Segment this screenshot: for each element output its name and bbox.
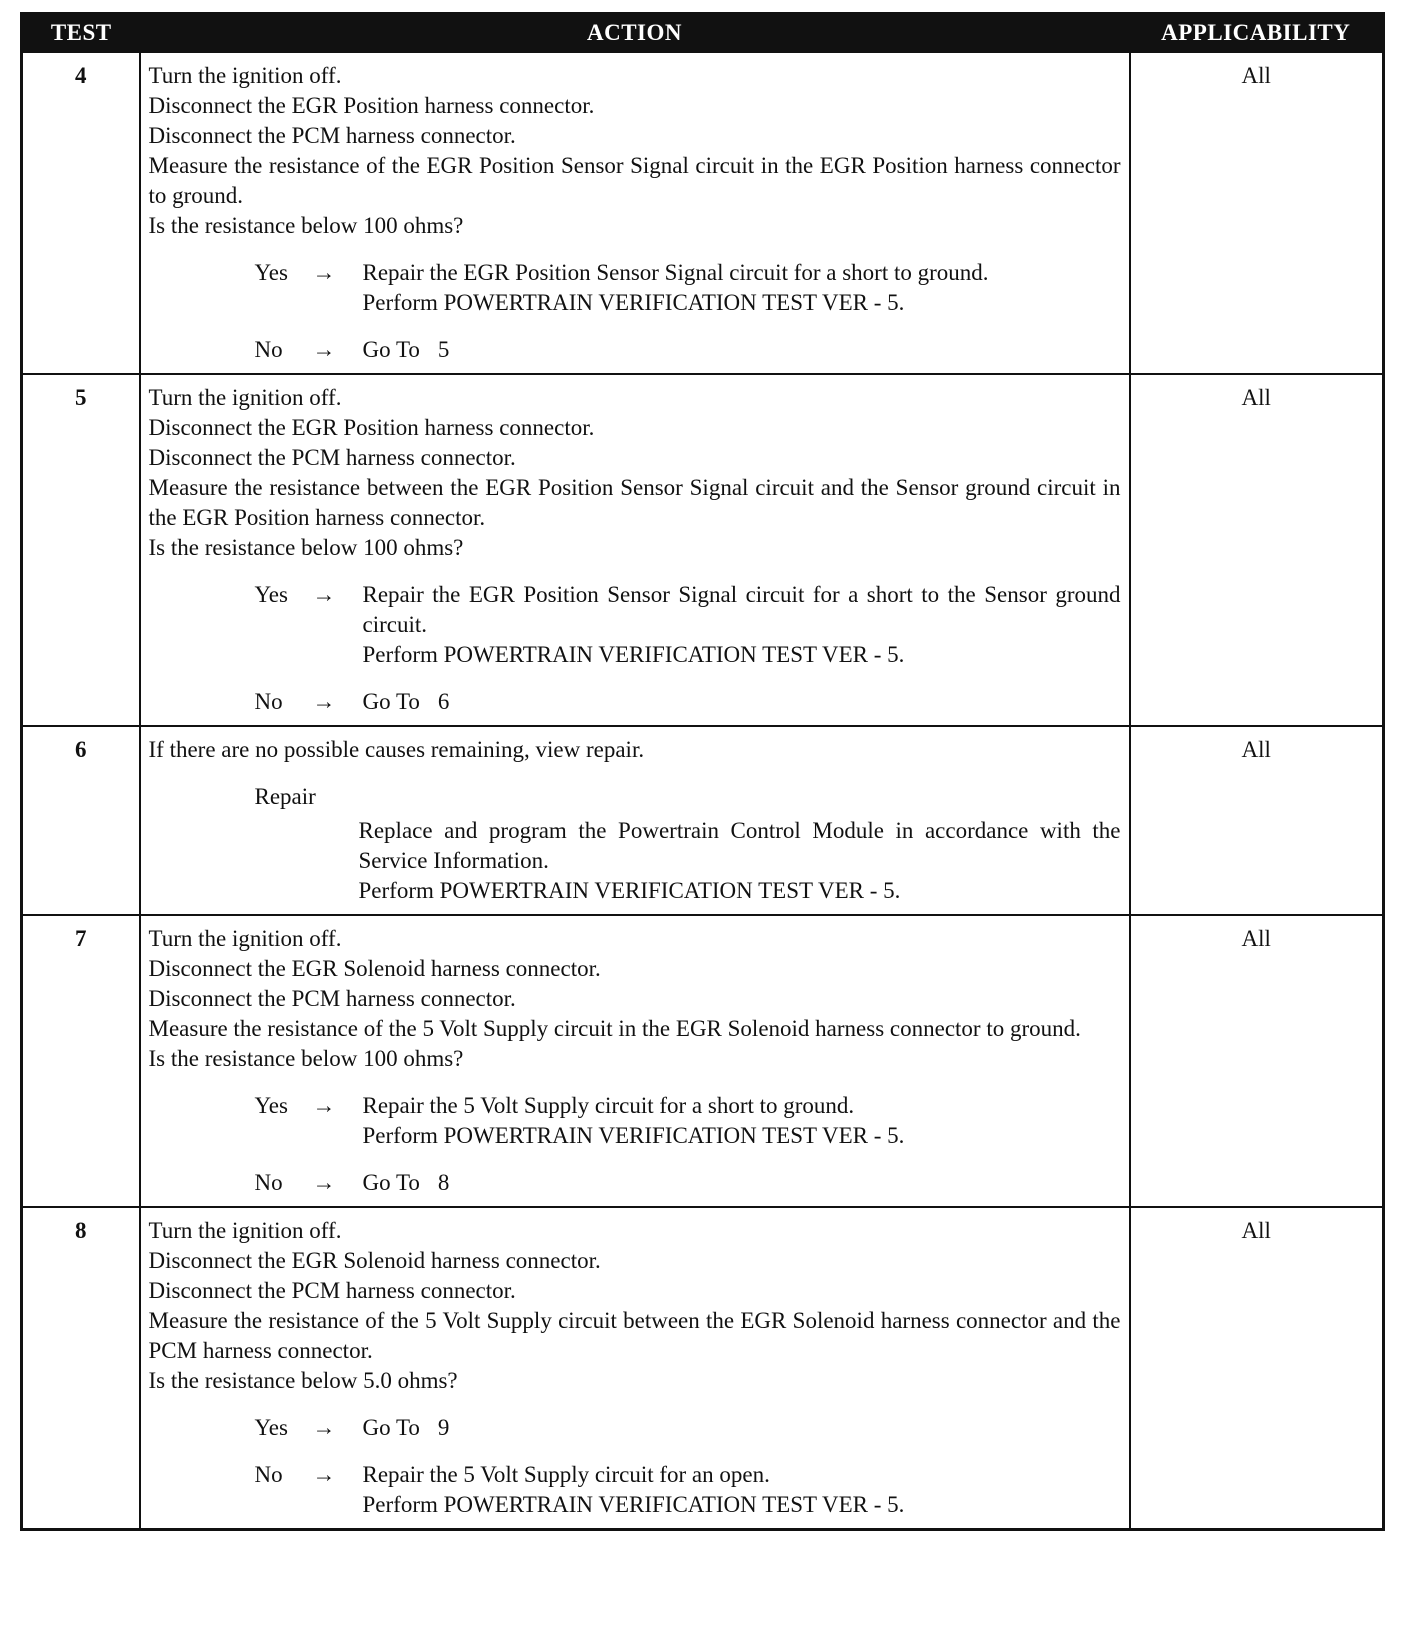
answer-yes	[255, 1091, 1121, 1151]
answer-no	[255, 1168, 1121, 1198]
goto-text: Go To	[362, 689, 420, 714]
action-step: Disconnect the PCM harness connector.	[148, 1278, 516, 1303]
applicability-value: All	[1130, 726, 1384, 915]
answer-list	[149, 258, 1121, 365]
action-step: Is the resistance below 5.0 ohms?	[148, 1368, 458, 1393]
table-row	[22, 915, 1384, 1207]
answer-label: Yes	[254, 582, 288, 607]
goto-text: Go To	[362, 337, 420, 362]
answer-body	[363, 580, 1121, 670]
goto-test-number: 9	[437, 1415, 450, 1440]
repair-block	[149, 782, 1121, 906]
action-step: Measure the resistance of the 5 Volt Supply circuit between the EGR Solenoid harness connector and the PCM harness connector.	[148, 1308, 1121, 1363]
repair-label: Repair	[254, 784, 316, 809]
goto-link[interactable]	[363, 1168, 1121, 1198]
arrow-right-icon: →	[312, 582, 336, 607]
answer-instruction: Perform POWERTRAIN VERIFICATION TEST VER - 5.	[362, 1123, 905, 1148]
answer-body	[363, 258, 1121, 318]
answer-no	[255, 335, 1121, 365]
goto-link[interactable]	[363, 1413, 1121, 1443]
answer-label: No	[254, 689, 283, 714]
repair-instructions	[359, 816, 1121, 906]
arrow-right-icon: →	[312, 1462, 336, 1487]
action-cell	[140, 1207, 1130, 1530]
action-step: Disconnect the EGR Solenoid harness connector.	[148, 1248, 601, 1273]
answer-instruction: Perform POWERTRAIN VERIFICATION TEST VER - 5.	[362, 642, 905, 667]
answer-body	[363, 1168, 1121, 1198]
answer-body	[363, 335, 1121, 365]
arrow-right-icon: →	[312, 1170, 336, 1195]
table-header-row	[22, 14, 1384, 53]
arrow-right-icon: →	[312, 337, 336, 362]
diagnostic-test-table	[20, 12, 1385, 1531]
answer-yes	[255, 580, 1121, 670]
arrow-right-icon: →	[312, 1093, 336, 1118]
repair-instruction: Replace and program the Powertrain Control Module in accordance with the Service Information.	[358, 818, 1121, 873]
arrow-right-icon: →	[312, 260, 336, 285]
goto-text: Go To	[362, 1415, 420, 1440]
answer-body	[363, 687, 1121, 717]
test-number: 4	[22, 52, 140, 374]
answer-instruction: Repair the EGR Position Sensor Signal circuit for a short to ground.	[362, 260, 989, 285]
answer-instruction: Repair the 5 Volt Supply circuit for a short to ground.	[362, 1093, 855, 1118]
table-row	[22, 374, 1384, 726]
header-applicability: APPLICABILITY	[1130, 14, 1384, 53]
goto-test-number: 8	[437, 1170, 450, 1195]
answer-list	[149, 580, 1121, 717]
table-body	[22, 52, 1384, 1530]
answer-yes	[255, 258, 1121, 318]
answer-body	[363, 1091, 1121, 1151]
answer-label: No	[254, 337, 283, 362]
goto-text: Go To	[362, 1170, 420, 1195]
action-step: Turn the ignition off.	[148, 63, 342, 88]
goto-test-number: 5	[437, 337, 450, 362]
action-step: Is the resistance below 100 ohms?	[148, 1046, 464, 1071]
action-cell	[140, 374, 1130, 726]
test-number: 8	[22, 1207, 140, 1530]
answer-no	[255, 1460, 1121, 1520]
answer-label: Yes	[254, 1415, 288, 1440]
applicability-value: All	[1130, 1207, 1384, 1530]
applicability-value: All	[1130, 52, 1384, 374]
answer-label: No	[254, 1462, 283, 1487]
applicability-value: All	[1130, 374, 1384, 726]
action-step: If there are no possible causes remaining, view repair.	[148, 737, 645, 762]
goto-link[interactable]	[363, 687, 1121, 717]
action-step: Disconnect the EGR Position harness connector.	[148, 93, 595, 118]
answer-label: Yes	[254, 260, 288, 285]
action-step: Measure the resistance of the EGR Position Sensor Signal circuit in the EGR Position harness connector to ground.	[148, 153, 1121, 208]
action-step: Measure the resistance of the 5 Volt Supply circuit in the EGR Solenoid harness connector to ground.	[148, 1016, 1081, 1041]
answer-yes	[255, 1413, 1121, 1443]
test-number: 6	[22, 726, 140, 915]
action-step: Is the resistance below 100 ohms?	[148, 535, 464, 560]
action-step: Turn the ignition off.	[148, 926, 342, 951]
repair-instruction: Perform POWERTRAIN VERIFICATION TEST VER - 5.	[358, 878, 901, 903]
header-test: TEST	[22, 14, 140, 53]
diagnostic-document	[20, 12, 1382, 1531]
action-step: Disconnect the PCM harness connector.	[148, 123, 516, 148]
action-cell	[140, 52, 1130, 374]
test-number: 7	[22, 915, 140, 1207]
action-step: Disconnect the PCM harness connector.	[148, 986, 516, 1011]
applicability-value: All	[1130, 915, 1384, 1207]
test-number: 5	[22, 374, 140, 726]
action-cell	[140, 915, 1130, 1207]
arrow-right-icon: →	[312, 689, 336, 714]
action-step: Disconnect the PCM harness connector.	[148, 445, 516, 470]
action-step: Disconnect the EGR Position harness connector.	[148, 415, 595, 440]
action-cell	[140, 726, 1130, 915]
answer-instruction: Perform POWERTRAIN VERIFICATION TEST VER - 5.	[362, 1492, 905, 1517]
answer-no	[255, 687, 1121, 717]
action-step: Disconnect the EGR Solenoid harness connector.	[148, 956, 601, 981]
answer-label: No	[254, 1170, 283, 1195]
answer-label: Yes	[254, 1093, 288, 1118]
goto-link[interactable]	[363, 335, 1121, 365]
answer-body	[363, 1413, 1121, 1443]
table-row	[22, 52, 1384, 374]
table-row	[22, 726, 1384, 915]
answer-list	[149, 1413, 1121, 1520]
action-step: Turn the ignition off.	[148, 1218, 342, 1243]
action-step: Is the resistance below 100 ohms?	[148, 213, 464, 238]
answer-body	[363, 1460, 1121, 1520]
table-row	[22, 1207, 1384, 1530]
header-action: ACTION	[140, 14, 1130, 53]
action-step: Measure the resistance between the EGR Position Sensor Signal circuit and the Sensor ground circuit in the EGR Position harness connector.	[148, 475, 1121, 530]
answer-instruction: Repair the 5 Volt Supply circuit for an open.	[362, 1462, 770, 1487]
goto-test-number: 6	[437, 689, 450, 714]
answer-instruction: Repair the EGR Position Sensor Signal circuit for a short to the Sensor ground circuit.	[362, 582, 1121, 637]
answer-list	[149, 1091, 1121, 1198]
action-step: Turn the ignition off.	[148, 385, 342, 410]
arrow-right-icon: →	[312, 1415, 336, 1440]
answer-instruction: Perform POWERTRAIN VERIFICATION TEST VER - 5.	[362, 290, 905, 315]
